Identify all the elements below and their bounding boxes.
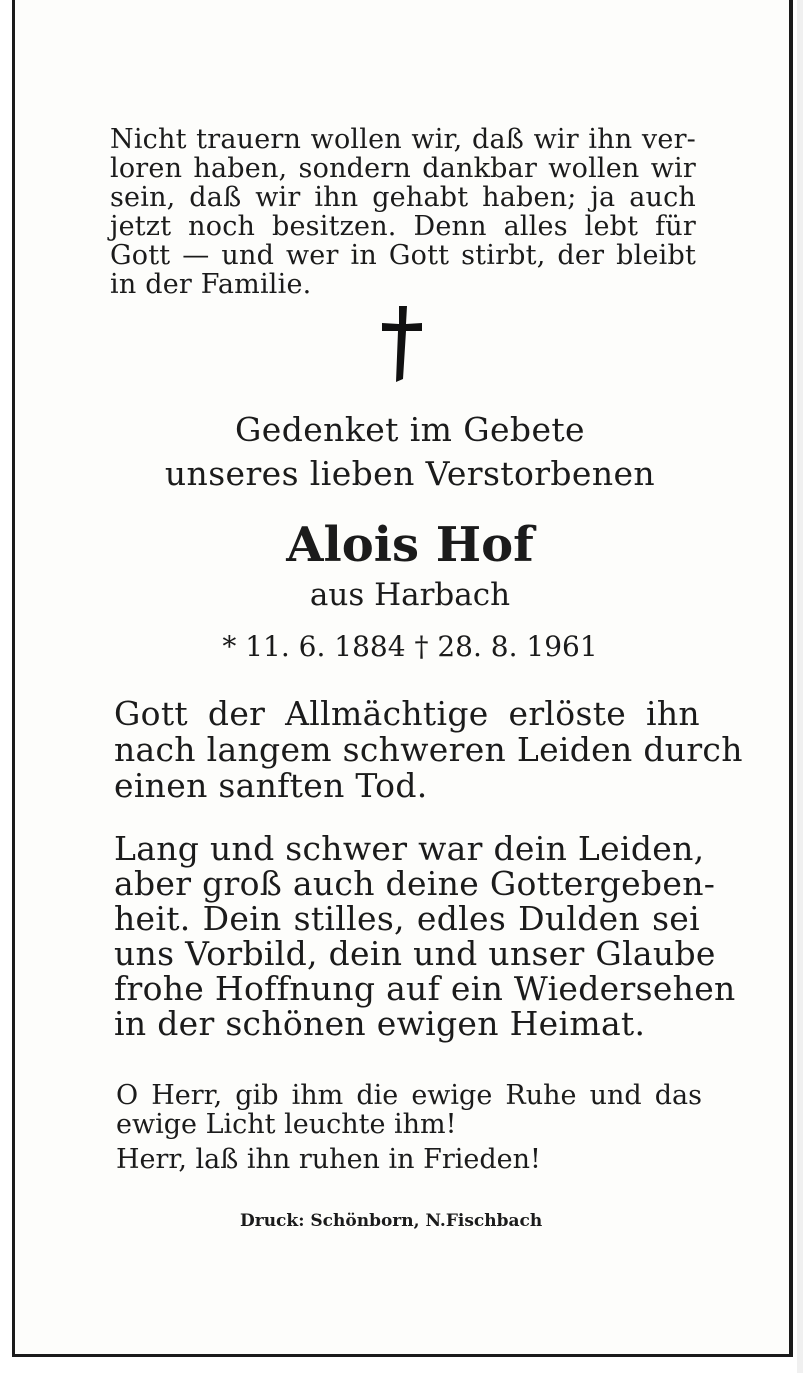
- motto-line-3: sein, daß wir ihn gehabt haben; ja auch: [110, 182, 696, 213]
- paragraph2-line-2: aber groß auch deine Gottergeben-: [114, 864, 716, 903]
- heading-line-1: Gedenket im Gebete: [235, 410, 585, 449]
- motto-line-6: in der Familie.: [110, 269, 312, 300]
- paragraph2-line-6: in der schönen ewigen Heimat.: [114, 1004, 646, 1043]
- latin-cross-icon: [372, 306, 432, 382]
- paragraph2-line-5: frohe Hoffnung auf ein Wiedersehen: [114, 969, 736, 1008]
- paragraph2-line-4: uns Vorbild, dein und unser Glaube: [114, 934, 716, 973]
- life-dates: * 11. 6. 1884 † 28. 8. 1961: [222, 630, 598, 663]
- prayer-line-3: Herr, laß ihn ruhen in Frieden!: [116, 1144, 541, 1175]
- motto-line-2: loren haben, sondern dankbar wollen wir: [110, 153, 696, 184]
- scan-edge: [797, 0, 803, 1373]
- deceased-name: Alois Hof: [286, 517, 534, 573]
- heading-line-2: unseres lieben Verstorbenen: [164, 454, 656, 493]
- paragraph2-line-3: heit. Dein stilles, edles Dulden sei: [114, 899, 700, 938]
- paragraph2-line-1: Lang und schwer war dein Leiden,: [114, 829, 705, 868]
- prayer-line-2: ewige Licht leuchte ihm!: [116, 1109, 457, 1140]
- motto-line-1: Nicht trauern wollen wir, daß wir ihn ver-: [110, 124, 696, 155]
- printer-imprint: Druck: Schönborn, N.Fischbach: [240, 1211, 543, 1231]
- paragraph1-line-3: einen sanften Tod.: [114, 766, 428, 805]
- paragraph1-line-2: nach langem schweren Leiden durch: [114, 730, 743, 769]
- motto-line-4: jetzt noch besitzen. Denn alles lebt für: [110, 211, 696, 242]
- prayer-line-1: O Herr, gib ihm die ewige Ruhe und das: [116, 1080, 702, 1111]
- motto-line-5: Gott — und wer in Gott stirbt, der bleibt: [110, 240, 696, 271]
- paragraph1-line-1: Gott der Allmächtige erlöste ihn: [114, 694, 700, 733]
- deceased-origin: aus Harbach: [309, 577, 511, 613]
